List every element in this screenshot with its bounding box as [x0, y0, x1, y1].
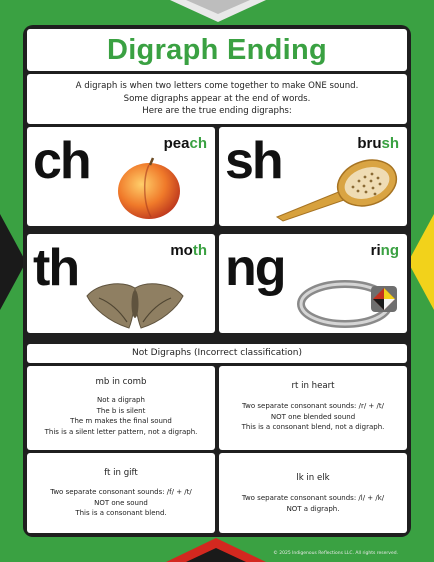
digraph-panel-sh: [219, 127, 407, 226]
example-line: Two separate consonant sounds: /f/ + /t/: [50, 488, 192, 496]
example-word: peach: [163, 135, 207, 152]
example-word: ring: [370, 242, 399, 259]
bottom-decoration-inner: [186, 548, 246, 562]
not-digraphs-heading: Not Digraphs (Incorrect classification): [132, 348, 302, 358]
example-word: moth: [170, 242, 207, 259]
example-title: ft in gift: [104, 468, 138, 478]
example-line: This is a consonant blend.: [75, 509, 167, 517]
example-panel-lk: [219, 453, 407, 533]
example-panel-ft: [27, 453, 215, 533]
peach-icon: [113, 153, 185, 221]
not-digraphs-heading-panel: [27, 344, 407, 363]
example-line: This is a silent letter pattern, not a digraph.: [44, 427, 198, 436]
intro-line: Some digraphs appear at the end of words.: [123, 93, 311, 104]
example-line: NOT one blended sound: [270, 412, 356, 421]
copyright-notice: © 2025 Indigenous Reflections LLC. All rights reserved.: [273, 551, 398, 556]
intro-text: [35, 80, 399, 118]
example-line: NOT one sound: [94, 498, 148, 507]
intro-panel: [27, 74, 407, 124]
example-line: Two separate consonant sounds: /l/ + /k/: [241, 494, 385, 502]
example-body: [219, 401, 407, 433]
moth-icon: [83, 278, 187, 332]
intro-line: A digraph is when two letters come together to make ONE sound.: [75, 81, 359, 91]
intro-line: Here are the true ending digraphs:: [142, 106, 292, 116]
right-decoration: [408, 214, 434, 310]
example-title: mb in comb: [95, 377, 147, 387]
example-panel-rt: [219, 366, 407, 450]
digraph-letters: ch: [33, 132, 90, 190]
top-decoration-inner: [186, 0, 250, 14]
example-title: rt in heart: [291, 381, 335, 391]
example-body: [27, 487, 215, 519]
example-line: The m makes the final sound: [70, 417, 172, 425]
example-line: NOT a digraph.: [286, 504, 340, 513]
example-line: This is a consonant blend, not a digraph.: [241, 423, 385, 431]
example-panel-mb: [27, 366, 215, 450]
digraph-letters: sh: [225, 132, 282, 190]
example-line: Not a digraph: [97, 396, 145, 404]
digraph-panel-th: [27, 234, 215, 333]
poster-card: [23, 25, 411, 537]
example-line: Two separate consonant sounds: /r/ + /t/: [242, 402, 384, 410]
digraph-letters: th: [33, 239, 79, 297]
example-title: lk in elk: [296, 473, 330, 483]
example-line: The b is silent: [96, 406, 146, 415]
digraph-panel-ch: [27, 127, 215, 226]
digraph-panel-ng: [219, 234, 407, 333]
brush-icon: [271, 153, 401, 223]
example-body: [27, 395, 215, 437]
page-title: Digraph Ending: [106, 34, 328, 66]
ring-icon: [295, 272, 403, 332]
example-word: brush: [357, 135, 399, 152]
title-panel: [27, 29, 407, 71]
digraph-letters: ng: [225, 239, 285, 297]
example-body: [219, 493, 407, 514]
